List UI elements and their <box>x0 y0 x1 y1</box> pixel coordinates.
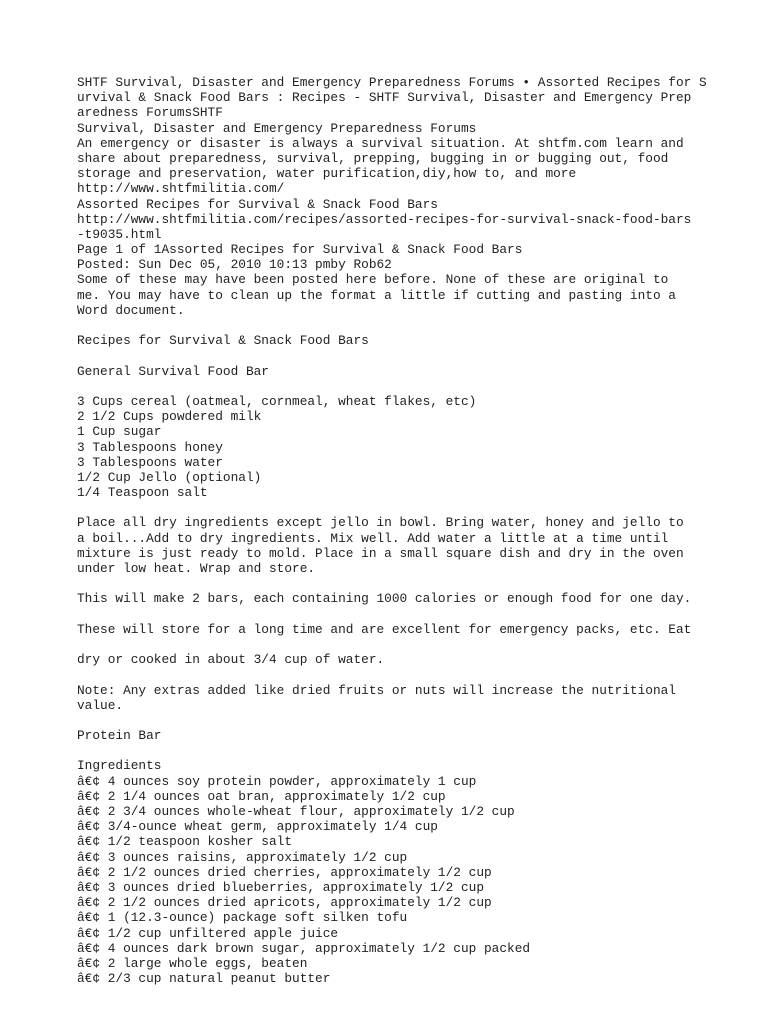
blank-line <box>77 348 717 363</box>
document-body <box>77 75 717 986</box>
blank-line <box>77 667 717 682</box>
blank-line <box>77 743 717 758</box>
text-line: Word document. <box>77 302 185 318</box>
text-line: â€¢ 3 ounces dried blueberries, approximately 1/2 cup <box>77 879 485 895</box>
text-line: Assorted Recipes for Survival & Snack Food Bars <box>77 196 438 212</box>
blank-line <box>77 379 717 394</box>
text-line: â€¢ 2 1/4 ounces oat bran, approximately 1/2 cup <box>77 788 446 804</box>
text-line: â€¢ 4 ounces soy protein powder, approximately 1 cup <box>77 773 477 789</box>
text-line: Posted: Sun Dec 05, 2010 10:13 pmby Rob62 <box>77 257 392 273</box>
text-line: â€¢ 2 1/2 ounces dried cherries, approximately 1/2 cup <box>77 864 492 880</box>
text-line: 1/4 Teaspoon salt <box>77 485 208 501</box>
text-line: Recipes for Survival & Snack Food Bars <box>77 333 369 349</box>
text-line: â€¢ 3 ounces raisins, approximately 1/2 cup <box>77 849 408 865</box>
text-line: under low heat. Wrap and store. <box>77 561 316 576</box>
text-line: â€¢ 4 ounces dark brown sugar, approximately 1/2 cup packed <box>77 940 531 956</box>
text-line: Note: Any extras added like dried fruits or nuts will increase the nutritional <box>77 682 676 698</box>
text-line: â€¢ 2 1/2 ounces dried apricots, approximately 1/2 cup <box>77 895 492 911</box>
text-line: â€¢ 2 3/4 ounces whole-wheat flour, approximately 1/2 cup <box>77 804 515 819</box>
text-line: â€¢ 2/3 cup natural peanut butter <box>77 971 331 987</box>
text-line: Ingredients <box>77 758 162 774</box>
text-line: General Survival Food Bar <box>77 363 269 379</box>
text-line: â€¢ 3/4-ounce wheat germ, approximately 1/4 cup <box>77 819 438 835</box>
text-line: Survival, Disaster and Emergency Preparedness Forums <box>77 120 477 136</box>
text-line: http://www.shtfmilitia.com/ <box>77 181 285 197</box>
text-line: SHTF Survival, Disaster and Emergency Preparedness Forums • Assorted Recipes for S <box>77 75 707 90</box>
text-line: storage and preservation, water purification,diy,how to, and more <box>77 166 577 182</box>
text-line: 1/2 Cup Jello (optional) <box>77 469 262 485</box>
text-line: Place all dry ingredients except jello in bowl. Bring water, honey and jello to <box>77 515 684 531</box>
text-line: mixture is just ready to mold. Place in a small square dish and dry in the oven <box>77 545 684 561</box>
text-line: -t9035.html <box>77 226 162 242</box>
text-line: 3 Cups cereal (oatmeal, cornmeal, wheat flakes, etc) <box>77 393 477 409</box>
text-line: value. <box>77 697 124 713</box>
text-line: An emergency or disaster is always a survival situation. At shtfm.com learn and <box>77 135 684 151</box>
blank-line <box>77 500 717 515</box>
text-line: aredness ForumsSHTF <box>77 105 223 121</box>
blank-line <box>77 318 717 333</box>
text-line: me. You may have to clean up the format a little if cutting and pasting into a <box>77 287 676 303</box>
text-line: 1 Cup sugar <box>77 424 162 440</box>
text-line: â€¢ 1/2 teaspoon kosher salt <box>77 834 293 850</box>
text-line: Some of these may have been posted here before. None of these are original to <box>77 272 669 288</box>
text-line: 2 1/2 Cups powdered milk <box>77 409 262 425</box>
blank-line <box>77 713 717 728</box>
text-line: dry or cooked in about 3/4 cup of water. <box>77 652 385 668</box>
text-line: urvival & Snack Food Bars : Recipes - SHTF Survival, Disaster and Emergency Prep <box>77 90 692 106</box>
text-line: â€¢ 1 (12.3-ounce) package soft silken tofu <box>77 910 408 926</box>
text-line: This will make 2 bars, each containing 1000 calories or enough food for one day. <box>77 591 692 607</box>
blank-line <box>77 637 717 652</box>
blank-line <box>77 607 717 622</box>
text-line: 3 Tablespoons water <box>77 454 223 470</box>
text-line: 3 Tablespoons honey <box>77 439 223 455</box>
text-line: http://www.shtfmilitia.com/recipes/assorted-recipes-for-survival-snack-food-bars <box>77 211 692 227</box>
text-line: share about preparedness, survival, prepping, bugging in or bugging out, food <box>77 150 669 166</box>
text-line: a boil...Add to dry ingredients. Mix well. Add water a little at a time until <box>77 530 669 546</box>
text-line: Page 1 of 1Assorted Recipes for Survival & Snack Food Bars <box>77 242 523 258</box>
text-line: â€¢ 2 large whole eggs, beaten <box>77 955 308 971</box>
blank-line <box>77 576 717 591</box>
text-line: Protein Bar <box>77 728 162 744</box>
text-line: These will store for a long time and are excellent for emergency packs, etc. Eat <box>77 621 692 637</box>
text-line: â€¢ 1/2 cup unfiltered apple juice <box>77 925 339 941</box>
